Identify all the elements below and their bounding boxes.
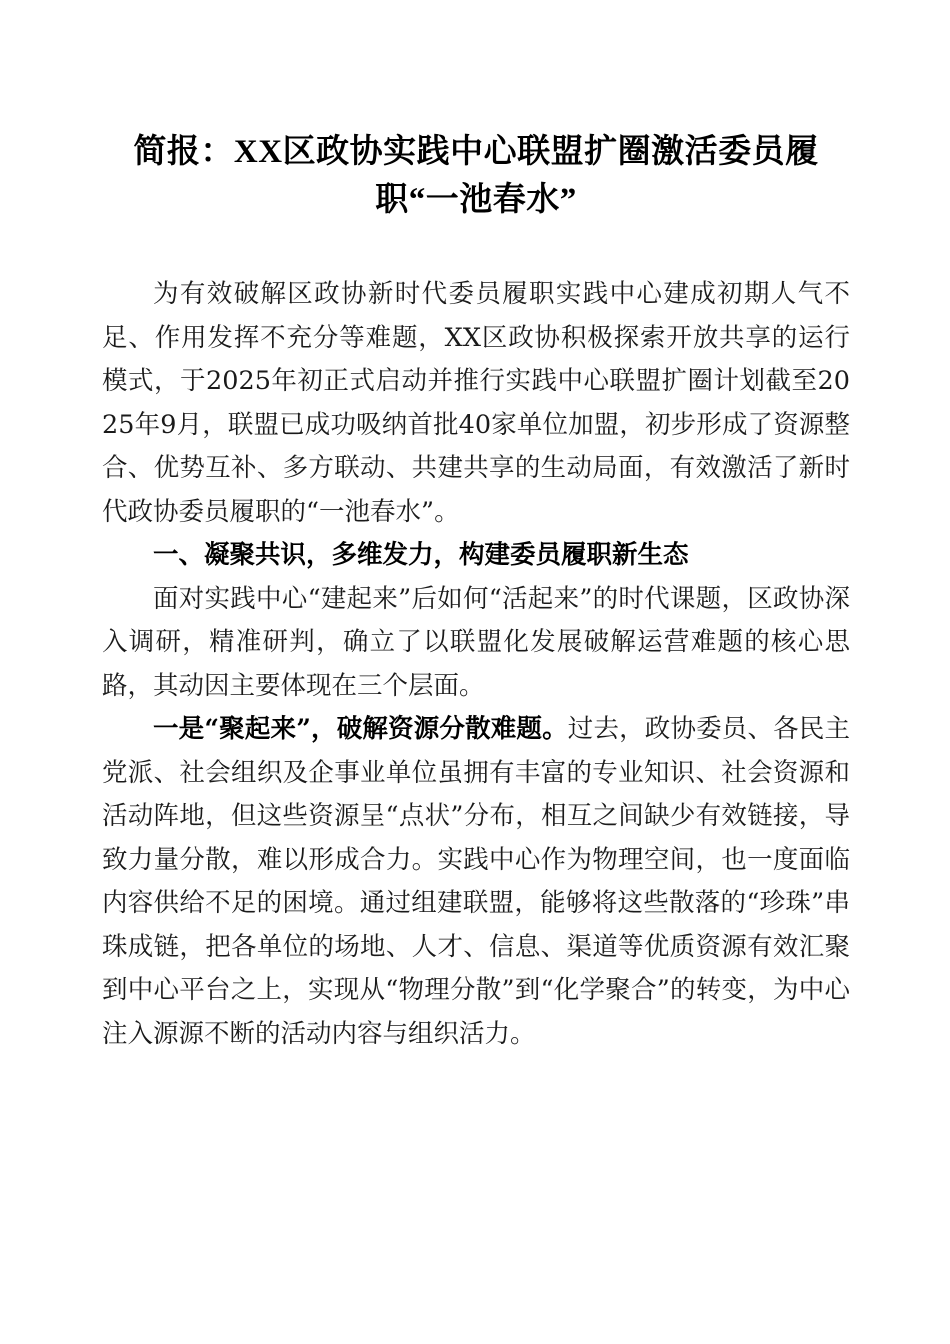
page-title <box>102 0 850 224</box>
document-body <box>102 0 850 1056</box>
paragraph-point-1 <box>102 708 850 1056</box>
section-heading-1: 一、凝聚共识，多维发力，构建委员履职新生态 <box>153 541 689 569</box>
paragraph-section-1-intro: 面对实践中心“建起来”后如何“活起来”的时代课题，区政协深入调研，精准研判，确立了以联盟化发展破解运营难题的核心思路，其动因主要体现在三个层面。 <box>102 583 850 701</box>
paragraph-point-1-emphasis: 一是“聚起来”，破解资源分散难题。 <box>153 714 568 744</box>
page-title-line-2: 履职“一池春水” <box>375 134 819 218</box>
paragraph-point-1-body: 过去，政协委员、各民主党派、社会组织及企事业单位虽拥有丰富的专业知识、社会资源和活动阵地，但这些资源呈“点状”分布，相互之间缺少有效链接，导致力量分散，难以形成合力。实践中心作为物理空间，也一度面临内容供给不足的困境。通过组建联盟，能够将这些散落的“珍珠”串珠成链，把各单位的场地、人才、信息、渠道等优质资源有效汇聚到中心平台之上，实现从“物理分散”到“化学聚合”的转变，为中心注入源源不断的活动内容与组织活力。 <box>102 714 850 1049</box>
page-title-line-1: 简报：XX区政协实践中心联盟扩圈激活委员 <box>133 134 786 170</box>
paragraph-intro: 为有效破解区政协新时代委员履职实践中心建成初期人气不足、作用发挥不充分等难题，XX区政协积极探索开放共享的运行模式，于2025年初正式启动并推行实践中心联盟扩圈计划截至2025年9月，联盟已成功吸纳首批40家单位加盟，初步形成了资源整合、优势互补、多方联动、共建共享的生动局面，有效激活了新时代政协委员履职的“一池春水”。 <box>102 279 850 527</box>
